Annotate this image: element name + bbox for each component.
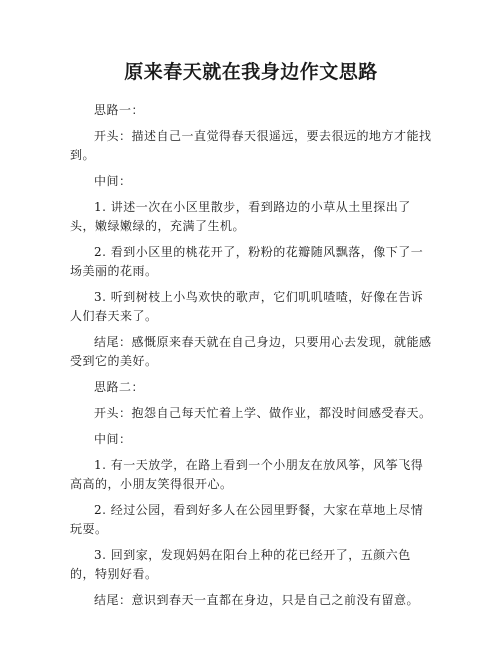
paragraph-middle-heading: 中间： (94, 432, 132, 446)
paragraph-ending: 结尾：意识到春天一直都在身边，只是自己之前没有留意。 (94, 593, 420, 607)
paragraph-point: 2. 看到小区里的桃花开了，粉粉的花瓣随风飘落，像下了一场美丽的花雨。 (70, 245, 424, 278)
paragraph-opening: 开头：抱怨自己每天忙着上学、做作业，都没时间感受春天。 (94, 406, 432, 420)
document-body (70, 101, 432, 610)
paragraph-ending: 结尾：感慨原来春天就在自己身边，只要用心去发现，就能感受到它的美好。 (70, 335, 432, 368)
paragraph-point: 1. 有一天放学，在路上看到一个小朋友在放风筝，风筝飞得高高的，小朋友笑得很开心。 (70, 458, 424, 491)
paragraph-idea-two-heading: 思路二： (94, 380, 145, 394)
paragraph-opening: 开头：描述自己一直觉得春天很遥远，要去很远的地方才能找到。 (70, 129, 432, 162)
paragraph-point: 3. 回到家，发现妈妈在阳台上种的花已经开了，五颜六色的，特别好看。 (70, 548, 411, 581)
document-title: 原来春天就在我身边作文思路 (124, 61, 378, 83)
paragraph-middle-heading: 中间： (94, 174, 132, 188)
paragraph-point: 2. 经过公园，看到好多人在公园里野餐，大家在草地上尽情玩耍。 (70, 503, 424, 536)
paragraph-point: 3. 听到树枝上小鸟欢快的歌声，它们叽叽喳喳，好像在告诉人们春天来了。 (70, 290, 424, 323)
paragraph-point: 1. 讲述一次在小区里散步，看到路边的小草从土里探出了头，嫩绿嫩绿的，充满了生机。 (70, 200, 411, 233)
paragraph-idea-one-heading: 思路一： (94, 103, 145, 117)
